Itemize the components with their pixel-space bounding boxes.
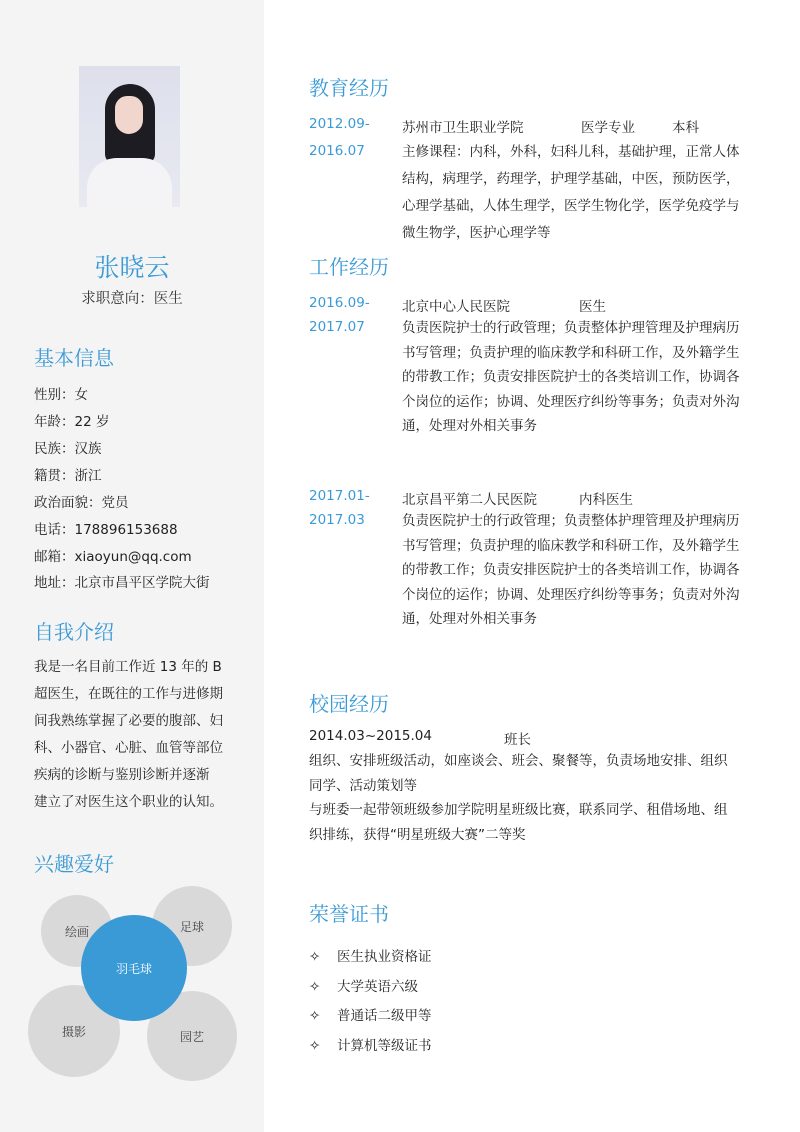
honor-item — [309, 973, 432, 1003]
candidate-name: 张晓云 — [94, 253, 170, 282]
hobbies-heading: 兴趣爱好 — [34, 852, 114, 876]
education-degree: 本科 — [672, 120, 699, 136]
basic-info-origin: 籍贯：浙江 — [34, 468, 102, 484]
honors-heading: 荣誉证书 — [309, 902, 389, 926]
job-line: 通，处理对外相关事务 — [402, 418, 537, 434]
job-line: 负责医院护士的行政管理；负责整体护理管理及护理病历 — [402, 320, 740, 336]
basic-info-heading: 基本信息 — [34, 346, 114, 370]
job2-date-end: 2017.03 — [309, 512, 365, 528]
honor-label: 医生执业资格证 — [337, 949, 432, 965]
intro-line: 建立了对医生这个职业的认知。 — [34, 794, 223, 810]
education-date-end: 2016.07 — [309, 143, 365, 159]
job2-date-start: 2017.01- — [309, 488, 370, 504]
honors-list — [309, 943, 432, 1061]
job1-role: 医生 — [579, 299, 606, 315]
campus-line: 同学、活动策划等 — [309, 777, 417, 794]
intro-text — [34, 654, 223, 816]
job-objective: 求职意向：医生 — [81, 291, 183, 307]
education-school: 苏州市卫生职业学院 — [402, 120, 524, 136]
courses-line: 心理学基础，人体生理学，医学生物化学，医学免疫学与 — [402, 198, 740, 214]
job-line: 书写管理；负责护理的临床教学和科研工作，及外籍学生 — [402, 537, 740, 554]
education-date-start: 2012.09- — [309, 116, 370, 132]
job-line: 书写管理；负责护理的临床教学和科研工作，及外籍学生 — [402, 344, 740, 361]
job1-date-end: 2017.07 — [309, 319, 365, 335]
sidebar — [0, 0, 264, 1132]
job2-description — [402, 509, 740, 632]
campus-role: 班长 — [504, 732, 531, 748]
intro-line: 科、小器官、心脏、血管等部位 — [34, 740, 223, 756]
basic-info-gender: 性别：女 — [34, 387, 88, 403]
campus-line: 组织、安排班级活动，如座谈会、班会、聚餐等，负责场地安排、组织 — [309, 753, 728, 769]
campus-description — [309, 749, 728, 847]
sparkle-bullet-icon: ✧ — [309, 949, 321, 965]
job1-org: 北京中心人民医院 — [402, 299, 510, 315]
job-line: 的带教工作；负责安排医院护士的各类培训工作，协调各 — [402, 369, 740, 385]
profile-photo — [79, 66, 180, 207]
sparkle-bullet-icon: ✧ — [309, 1008, 321, 1024]
basic-info-politics: 政治面貌：党员 — [34, 495, 129, 511]
honor-label: 普通话二级甲等 — [337, 1008, 432, 1024]
intro-line: 超医生，在既往的工作与进修期 — [34, 686, 223, 702]
hobby-gardening: 园艺 — [147, 991, 237, 1081]
intro-line: 我是一名目前工作近 13 年的 B — [34, 659, 222, 675]
sparkle-bullet-icon: ✧ — [309, 978, 321, 995]
honor-item — [309, 1002, 432, 1032]
work-heading: 工作经历 — [309, 255, 389, 279]
hobby-painting: 绘画 — [41, 895, 113, 967]
honor-label: 大学英语六级 — [337, 978, 418, 995]
education-major: 医学专业 — [581, 120, 635, 136]
basic-info-address: 地址：北京市昌平区学院大街 — [34, 575, 210, 591]
education-courses — [402, 139, 740, 247]
honor-item — [309, 1032, 432, 1062]
education-heading: 教育经历 — [309, 76, 389, 100]
job-line: 个岗位的运作；协调、处理医疗纠纷等事务；负责对外沟 — [402, 393, 740, 410]
courses-line: 主修课程：内科，外科，妇科儿科，基础护理，正常人体 — [402, 144, 740, 160]
job2-org: 北京昌平第二人民医院 — [402, 492, 537, 508]
intro-heading: 自我介绍 — [34, 620, 114, 644]
sparkle-bullet-icon: ✧ — [309, 1037, 321, 1054]
courses-line: 结构，病理学，药理学，护理学基础，中医，预防医学， — [402, 171, 740, 187]
honor-item — [309, 943, 432, 973]
basic-info-email: 邮箱：xiaoyun@qq.com — [34, 549, 192, 565]
job1-date-start: 2016.09- — [309, 295, 370, 311]
job-line: 的带教工作；负责安排医院护士的各类培训工作，协调各 — [402, 562, 740, 578]
job-line: 个岗位的运作；协调、处理医疗纠纷等事务；负责对外沟 — [402, 586, 740, 603]
basic-info-age: 年龄：22 岁 — [34, 414, 110, 430]
intro-line: 疾病的诊断与鉴别诊断并逐渐 — [34, 767, 210, 783]
hobby-badminton: 羽毛球 — [81, 915, 187, 1021]
basic-info-ethnicity: 民族：汉族 — [34, 441, 102, 457]
job-line: 负责医院护士的行政管理；负责整体护理管理及护理病历 — [402, 513, 740, 529]
campus-line: 织排练，获得“明星班级大赛”二等奖 — [309, 826, 526, 843]
campus-heading: 校园经历 — [309, 692, 389, 716]
courses-line: 微生物学，医护心理学等 — [402, 225, 551, 241]
intro-line: 间我熟练掌握了必要的腹部、妇 — [34, 713, 223, 729]
hobby-photography: 摄影 — [28, 985, 120, 1077]
honor-label: 计算机等级证书 — [337, 1037, 432, 1054]
job1-description — [402, 316, 740, 439]
job2-role: 内科医生 — [579, 492, 633, 508]
campus-line: 与班委一起带领班级参加学院明星班级比赛，联系同学、租借场地、组 — [309, 802, 728, 818]
job-line: 通，处理对外相关事务 — [402, 611, 537, 627]
basic-info-phone: 电话：178896153688 — [34, 522, 178, 538]
hobby-football: 足球 — [152, 886, 232, 966]
campus-date: 2014.03~2015.04 — [309, 728, 432, 744]
